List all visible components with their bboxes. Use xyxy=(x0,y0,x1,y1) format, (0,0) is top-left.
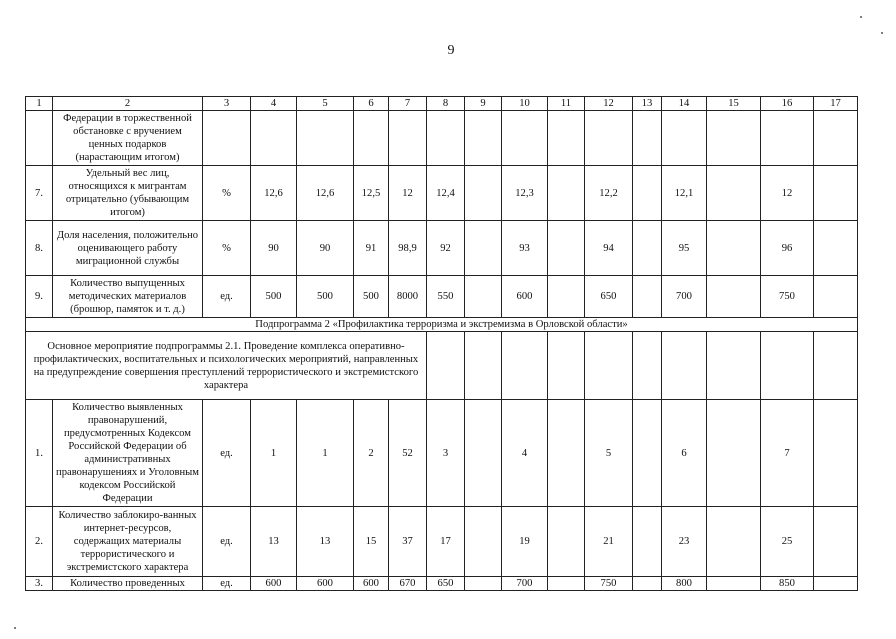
indicator-name: Количество заблокиро-ванных интернет-ресурсов, содержащих материалы террористического и экстремистского характера xyxy=(53,507,203,577)
value-cell: 15 xyxy=(354,507,389,577)
value-cell xyxy=(427,332,465,400)
table-row xyxy=(26,577,858,591)
value-cell: 13 xyxy=(297,507,354,577)
value-cell xyxy=(389,111,427,166)
value-cell: 95 xyxy=(662,221,707,276)
value-cell xyxy=(814,111,858,166)
value-cell: 7 xyxy=(761,400,814,507)
value-cell: 12 xyxy=(389,166,427,221)
value-cell xyxy=(465,111,502,166)
event-row xyxy=(26,332,858,400)
header-cell: 11 xyxy=(548,97,585,111)
value-cell: 93 xyxy=(502,221,548,276)
header-cell: 14 xyxy=(662,97,707,111)
value-cell xyxy=(814,332,858,400)
value-cell xyxy=(814,577,858,591)
unit-cell: ед. xyxy=(203,400,251,507)
table-row xyxy=(26,276,858,318)
page-number: 9 xyxy=(447,43,455,58)
value-cell xyxy=(814,400,858,507)
value-cell: 96 xyxy=(761,221,814,276)
value-cell: 23 xyxy=(662,507,707,577)
value-cell: 700 xyxy=(502,577,548,591)
unit-cell: % xyxy=(203,166,251,221)
value-cell: 6 xyxy=(662,400,707,507)
value-cell xyxy=(761,332,814,400)
indicator-name: Доля населения, положительно оценивающего работу миграционной службы xyxy=(53,221,203,276)
value-cell: 1 xyxy=(297,400,354,507)
header-cell: 5 xyxy=(297,97,354,111)
value-cell: 90 xyxy=(251,221,297,276)
value-cell xyxy=(548,577,585,591)
unit-cell: ед. xyxy=(203,507,251,577)
subprogram-row xyxy=(26,318,858,332)
value-cell xyxy=(707,577,761,591)
indicator-name: Количество проведенных xyxy=(53,577,203,591)
value-cell xyxy=(548,221,585,276)
table-row xyxy=(26,507,858,577)
table-row xyxy=(26,400,858,507)
header-cell: 3 xyxy=(203,97,251,111)
scan-speck xyxy=(14,627,16,629)
row-number: 7. xyxy=(26,166,53,221)
value-cell xyxy=(633,400,662,507)
header-cell: 2 xyxy=(53,97,203,111)
row-number xyxy=(26,111,53,166)
header-cell: 8 xyxy=(427,97,465,111)
table-row xyxy=(26,166,858,221)
header-cell: 9 xyxy=(465,97,502,111)
table-row xyxy=(26,111,858,166)
value-cell xyxy=(354,111,389,166)
value-cell xyxy=(465,400,502,507)
value-cell: 2 xyxy=(354,400,389,507)
value-cell xyxy=(548,400,585,507)
indicator-name: Количество выявленных правонарушений, предусмотренных Кодексом Российской Федерации об административных правонарушениях и Уголовным кодексом Российской Федерации xyxy=(53,400,203,507)
header-cell: 15 xyxy=(707,97,761,111)
value-cell xyxy=(633,276,662,318)
value-cell: 94 xyxy=(585,221,633,276)
header-cell: 17 xyxy=(814,97,858,111)
value-cell: 12,3 xyxy=(502,166,548,221)
header-row xyxy=(26,97,858,111)
value-cell xyxy=(548,276,585,318)
value-cell xyxy=(548,507,585,577)
row-number: 8. xyxy=(26,221,53,276)
value-cell: 3 xyxy=(427,400,465,507)
value-cell: 600 xyxy=(354,577,389,591)
value-cell xyxy=(585,332,633,400)
value-cell xyxy=(502,332,548,400)
table-row xyxy=(26,221,858,276)
header-cell: 6 xyxy=(354,97,389,111)
indicator-name: Федерации в торжественной обстановке с вручением ценных подарков (нарастающим итогом) xyxy=(53,111,203,166)
value-cell: 500 xyxy=(354,276,389,318)
value-cell: 650 xyxy=(585,276,633,318)
indicator-name: Удельный вес лиц, относящихся к мигрантам отрицательно (убывающим итогом) xyxy=(53,166,203,221)
value-cell: 670 xyxy=(389,577,427,591)
value-cell: 750 xyxy=(761,276,814,318)
value-cell: 650 xyxy=(427,577,465,591)
value-cell: 700 xyxy=(662,276,707,318)
value-cell xyxy=(465,507,502,577)
header-cell: 10 xyxy=(502,97,548,111)
value-cell xyxy=(707,166,761,221)
value-cell xyxy=(465,332,502,400)
value-cell xyxy=(761,111,814,166)
unit-cell: % xyxy=(203,221,251,276)
value-cell xyxy=(633,221,662,276)
value-cell: 500 xyxy=(251,276,297,318)
unit-cell: ед. xyxy=(203,276,251,318)
header-cell: 4 xyxy=(251,97,297,111)
value-cell xyxy=(633,507,662,577)
value-cell: 91 xyxy=(354,221,389,276)
value-cell: 98,9 xyxy=(389,221,427,276)
value-cell xyxy=(585,111,633,166)
value-cell xyxy=(548,332,585,400)
value-cell: 800 xyxy=(662,577,707,591)
value-cell xyxy=(203,111,251,166)
value-cell: 5 xyxy=(585,400,633,507)
value-cell xyxy=(814,276,858,318)
value-cell xyxy=(465,221,502,276)
value-cell: 37 xyxy=(389,507,427,577)
indicators-table xyxy=(25,96,858,591)
value-cell xyxy=(427,111,465,166)
value-cell: 500 xyxy=(297,276,354,318)
value-cell: 12,2 xyxy=(585,166,633,221)
event-title: Основное мероприятие подпрограммы 2.1. Проведение комплекса оперативно-профилактических, воспитательных и психологических мероприятий, направленных на предупреждение совершения преступлений террористического и экстремистского характера xyxy=(26,332,427,400)
value-cell xyxy=(662,111,707,166)
value-cell: 750 xyxy=(585,577,633,591)
scan-speck xyxy=(881,32,883,34)
value-cell: 19 xyxy=(502,507,548,577)
value-cell: 52 xyxy=(389,400,427,507)
value-cell: 8000 xyxy=(389,276,427,318)
value-cell xyxy=(297,111,354,166)
value-cell: 12,5 xyxy=(354,166,389,221)
value-cell xyxy=(707,332,761,400)
unit-cell: ед. xyxy=(203,577,251,591)
scan-speck xyxy=(860,16,862,18)
value-cell: 12,1 xyxy=(662,166,707,221)
value-cell xyxy=(707,507,761,577)
value-cell xyxy=(814,507,858,577)
value-cell: 4 xyxy=(502,400,548,507)
value-cell: 12,6 xyxy=(251,166,297,221)
value-cell: 12,6 xyxy=(297,166,354,221)
value-cell xyxy=(548,166,585,221)
value-cell: 13 xyxy=(251,507,297,577)
value-cell xyxy=(707,276,761,318)
value-cell xyxy=(707,221,761,276)
row-number: 3. xyxy=(26,577,53,591)
value-cell xyxy=(814,221,858,276)
value-cell: 600 xyxy=(297,577,354,591)
value-cell xyxy=(251,111,297,166)
value-cell: 17 xyxy=(427,507,465,577)
header-cell: 1 xyxy=(26,97,53,111)
value-cell: 600 xyxy=(502,276,548,318)
value-cell: 25 xyxy=(761,507,814,577)
value-cell xyxy=(633,166,662,221)
header-cell: 7 xyxy=(389,97,427,111)
value-cell xyxy=(465,276,502,318)
value-cell: 850 xyxy=(761,577,814,591)
value-cell: 12,4 xyxy=(427,166,465,221)
row-number: 2. xyxy=(26,507,53,577)
header-cell: 12 xyxy=(585,97,633,111)
value-cell: 550 xyxy=(427,276,465,318)
value-cell xyxy=(502,111,548,166)
value-cell xyxy=(633,332,662,400)
value-cell: 12 xyxy=(761,166,814,221)
value-cell: 21 xyxy=(585,507,633,577)
value-cell: 92 xyxy=(427,221,465,276)
value-cell xyxy=(465,577,502,591)
indicator-name: Количество выпущенных методических материалов (брошюр, памяток и т. д.) xyxy=(53,276,203,318)
header-cell: 16 xyxy=(761,97,814,111)
subprogram-title: Подпрограмма 2 «Профилактика терроризма и экстремизма в Орловской области» xyxy=(26,318,858,332)
value-cell xyxy=(465,166,502,221)
value-cell xyxy=(707,400,761,507)
value-cell: 1 xyxy=(251,400,297,507)
value-cell: 90 xyxy=(297,221,354,276)
row-number: 1. xyxy=(26,400,53,507)
value-cell xyxy=(814,166,858,221)
value-cell: 600 xyxy=(251,577,297,591)
value-cell xyxy=(633,577,662,591)
value-cell xyxy=(707,111,761,166)
value-cell xyxy=(548,111,585,166)
value-cell xyxy=(633,111,662,166)
header-cell: 13 xyxy=(633,97,662,111)
value-cell xyxy=(662,332,707,400)
row-number: 9. xyxy=(26,276,53,318)
